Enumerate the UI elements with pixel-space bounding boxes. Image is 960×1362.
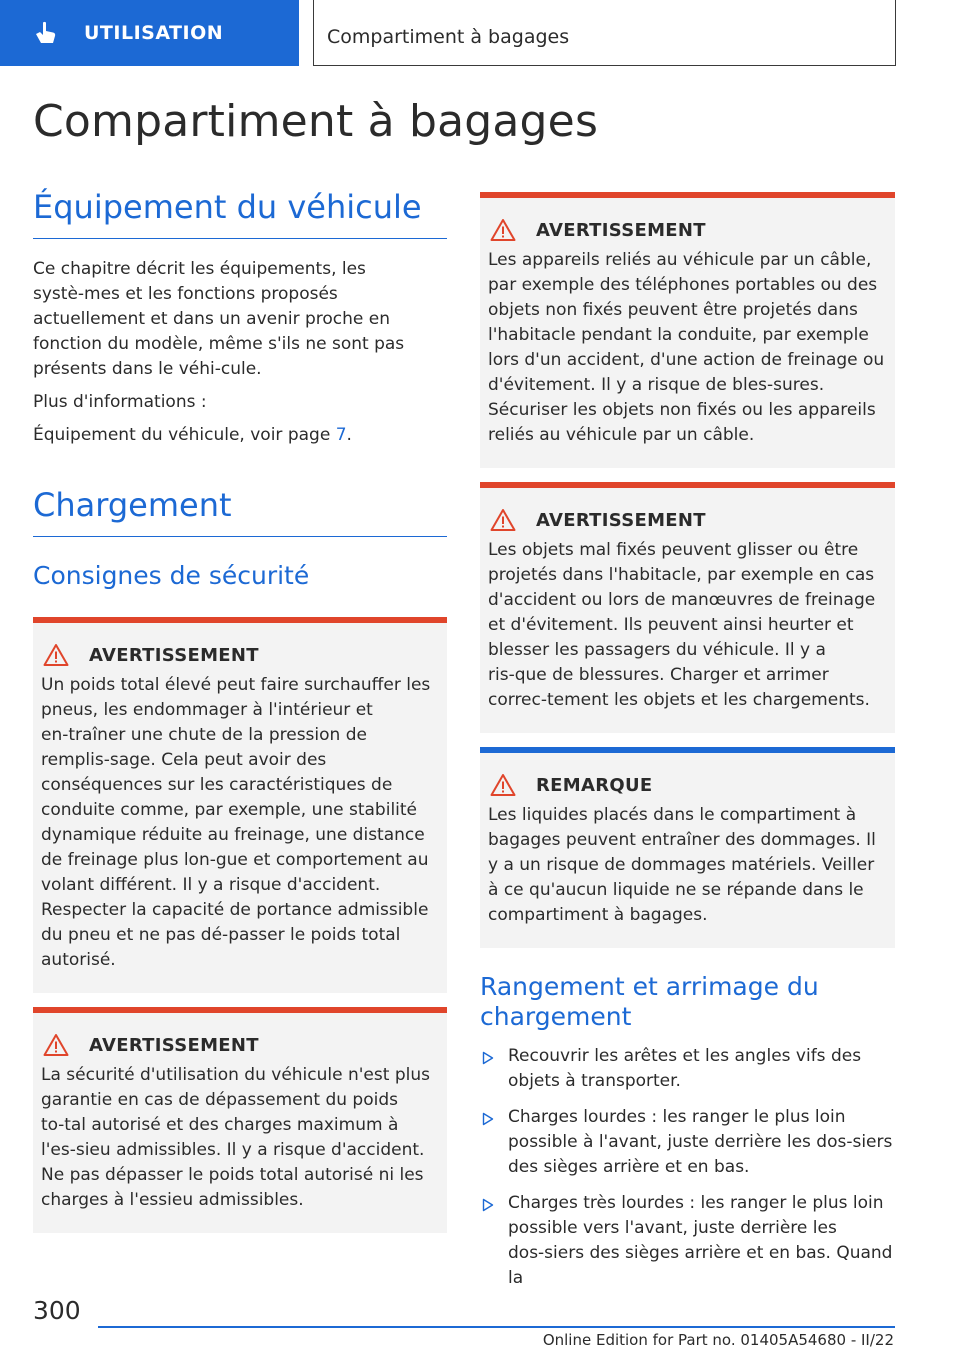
list-item-text: Charges très lourdes : les ranger le plus loin possible vers l'avant, juste derrière les dos‑siers des sièges arrière et en bas. Quand la: [508, 1193, 893, 1288]
bullet-arrow-icon: [480, 1044, 508, 1094]
warning-label: AVERTISSEMENT: [89, 1034, 259, 1056]
warning-triangle-icon: [490, 508, 516, 532]
reference-end: .: [346, 425, 352, 445]
warning-box: [480, 192, 895, 468]
list-item: [480, 1105, 895, 1180]
footer-edition: Online Edition for Part no. 01405A54680 - II/22: [542, 1331, 894, 1349]
warning-box: [33, 1007, 447, 1233]
warning-label: AVERTISSEMENT: [536, 219, 706, 241]
warning-triangle-icon: [490, 218, 516, 242]
notice-text: Les liquides placés dans le compartiment à bagages peuvent entraîner des dommages. Il y a un risque de dommages matériels. Veiller à ce qu'aucun liquide ne se répande dans le compartiment à bagages.: [488, 805, 876, 925]
equipment-text: Ce chapitre décrit les équipements, les systè‑mes et les fonctions proposés actuellement et dans un avenir proche en fonction du modèle, même s'ils ne sont pas présents dans le véhi‑cule.: [33, 259, 405, 379]
more-info-label: Plus d'informations :: [33, 392, 207, 412]
storage-list: [480, 1044, 895, 1291]
header-chapter-box: [313, 0, 896, 66]
storage-heading: Rangement et arrimage du chargement: [480, 972, 819, 1031]
list-item-text: Recouvrir les arêtes et les angles vifs des objets à transporter.: [508, 1046, 862, 1091]
warning-label: AVERTISSEMENT: [89, 644, 259, 666]
loading-heading: Chargement: [33, 486, 447, 537]
warning-triangle-icon: [43, 643, 69, 667]
warning-label: AVERTISSEMENT: [536, 509, 706, 531]
header-section-label: UTILISATION: [84, 22, 224, 44]
left-column: [33, 188, 447, 1233]
reference-text: Équipement du véhicule, voir page: [33, 425, 336, 445]
reference-page-link[interactable]: 7: [335, 425, 347, 445]
equipment-heading: Équipement du véhicule: [33, 188, 447, 239]
hand-pointer-icon: [30, 18, 60, 48]
warning-text: Les objets mal fixés peuvent glisser ou être projetés dans l'habitacle, par exemple en cas d'accident ou lors de manœuvres de freinage et d'évitement. Ils peuvent ainsi heurter et blesser les passagers du véhicule. Il y a ris‑que de blessures. Charger et arrimer correc‑tement les objets et les chargements.: [488, 540, 876, 710]
list-item-text: Charges lourdes : les ranger le plus loin possible à l'avant, juste derrière les dos‑siers des sièges arrière et en bas.: [508, 1107, 893, 1177]
header-section-tab: [0, 0, 299, 66]
warning-triangle-icon: [43, 1033, 69, 1057]
equipment-reference: [33, 423, 447, 448]
warning-text: Un poids total élevé peut faire surchauffer les pneus, les endommager à l'intérieur et en‑traîner une chute de la pression de remplis‑sage. Cela peut avoir des conséquences sur les caractéristiques de conduite comme, par exemple, une stabilité dynamique réduite au freinage, une distance de freinage plus lon‑gue et comportement au volant différent. Il y a risque d'accident. Respecter la capacité de portance admissible du pneu et ne pas dé‑passer le poids total autorisé.: [41, 675, 431, 970]
notice-box: [480, 747, 895, 948]
warning-box: [33, 617, 447, 993]
notice-label: REMARQUE: [536, 774, 653, 796]
notice-triangle-icon: [490, 773, 516, 797]
header-chapter-title: Compartiment à bagages: [327, 26, 570, 48]
bullet-arrow-icon: [480, 1191, 508, 1291]
right-column: [480, 192, 895, 1302]
list-item: [480, 1044, 895, 1094]
page-title: Compartiment à bagages: [33, 96, 599, 147]
warning-text: La sécurité d'utilisation du véhicule n'est plus garantie en cas de dépassement du poids to‑tal autorisé et des charges maximum à l'es‑sieu admissibles. Il y a risque d'accident. Ne pas dépasser le poids total autorisé ni les charges à l'essieu admissibles.: [41, 1065, 430, 1210]
warning-text: Les appareils reliés au véhicule par un câble, par exemple des téléphones portables ou des objets non fixés peuvent être projetés dans l'habitacle pendant la conduite, par exemple lors d'un accident, d'une action de freinage ou d'évitement. Il y a risque de bles‑sures. Sécuriser les objets non fixés ou les appareils reliés au véhicule par un câble.: [488, 250, 885, 445]
warning-box: [480, 482, 895, 733]
safety-heading: Consignes de sécurité: [33, 561, 310, 590]
page-number: 300: [33, 1296, 81, 1325]
bullet-arrow-icon: [480, 1105, 508, 1180]
list-item: [480, 1191, 895, 1291]
footer-divider: [98, 1326, 895, 1328]
